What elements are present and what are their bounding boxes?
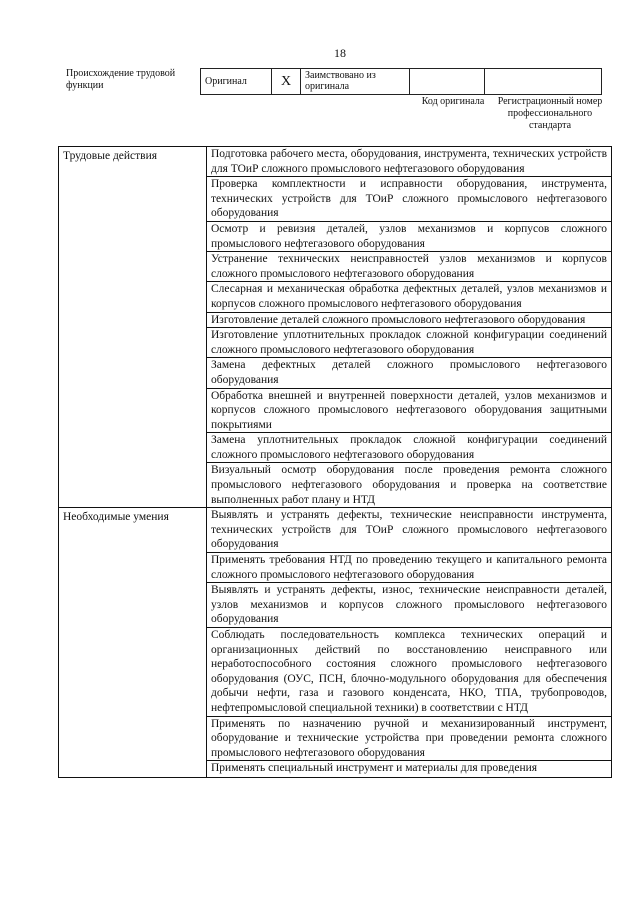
skill-item: Применять по назначению ручной и механизированный инструмент, оборудование и технические устройства при проведении ремонта сложного промыслового нефтегазового оборудования [207, 716, 612, 761]
origin-label: Происхождение трудовой функции [66, 68, 176, 91]
page-number: 18 [334, 46, 346, 60]
borrowed-cell: Заимствовано из оригинала [301, 69, 410, 95]
skill-item [207, 761, 612, 778]
code-caption: Код оригинала [421, 96, 485, 107]
action-item: Осмотр и ревизия деталей, узлов механизмов и корпусов сложного промыслового нефтегазового оборудования [207, 221, 612, 251]
original-mark: X [272, 69, 301, 95]
action-item: Устранение технических неисправностей узлов механизмов и корпусов сложного промыслового нефтегазового оборудования [207, 252, 612, 282]
table-row [59, 147, 612, 177]
action-item: Визуальный осмотр оборудования после проведения ремонта сложного промыслового нефтегазового оборудования и проверка на соответствие выполненных работ плану и НТД [207, 463, 612, 508]
labor-function-table [58, 146, 612, 778]
action-item: Проверка комплектности и исправности оборудования, инструмента, технических устройств для ТОиР сложного промыслового нефтегазового оборудования [207, 177, 612, 222]
action-item: Замена уплотнительных прокладок сложной конфигурации соединений сложного промыслового нефтегазового оборудования [207, 433, 612, 463]
origin-table [200, 68, 602, 95]
skills-label: Необходимые умения [59, 508, 207, 778]
skill-item: Соблюдать последовательность комплекса технических операций и организационных действий по восстановлению неисправного или неработоспособного состояния сложного промыслового нефтегазового оборудования (ОУС, ПСН, блочно-модульного оборудования для обеспечения добычи нефти, газа и газового конденсата, НКО, ТПА, трубопроводов, нефтепромысловой специальной техники) в соответствии с НТД [207, 628, 612, 717]
code-cell [410, 69, 485, 95]
action-item: Изготовление уплотнительных прокладок сложной конфигурации соединений сложного промыслового нефтегазового оборудования [207, 328, 612, 358]
table-row [59, 508, 612, 553]
action-item: Обработка внешней и внутренней поверхности деталей, узлов механизмов и корпусов сложного промыслового нефтегазового оборудования защитными покрытиями [207, 388, 612, 433]
skill-item-text: Применять специальный инструмент и материалы для проведения [211, 762, 538, 775]
skill-item: Выявлять и устранять дефекты, технические неисправности инструмента, технических устройств для ТОиР сложного промыслового нефтегазового оборудования [207, 508, 612, 553]
action-item: Подготовка рабочего места, оборудования, инструмента, технических устройств для ТОиР сложного промыслового нефтегазового оборудования [207, 147, 612, 177]
skill-item: Выявлять и устранять дефекты, износ, технические неисправности деталей, узлов механизмов и корпусов сложного промыслового нефтегазового оборудования [207, 583, 612, 628]
original-cell: Оригинал [201, 69, 272, 95]
skill-item: Применять требования НТД по проведению текущего и капитального ремонта сложного промыслового нефтегазового оборудования [207, 553, 612, 583]
reg-caption: Регистрационный номер профессионального стандарта [497, 96, 603, 131]
action-item: Замена дефектных деталей сложного промыслового нефтегазового оборудования [207, 358, 612, 388]
reg-number-cell [485, 69, 602, 95]
actions-label: Трудовые действия [59, 147, 207, 508]
action-item: Слесарная и механическая обработка дефектных деталей, узлов механизмов и корпусов сложного промыслового нефтегазового оборудования [207, 282, 612, 312]
action-item: Изготовление деталей сложного промыслового нефтегазового оборудования [207, 312, 612, 328]
